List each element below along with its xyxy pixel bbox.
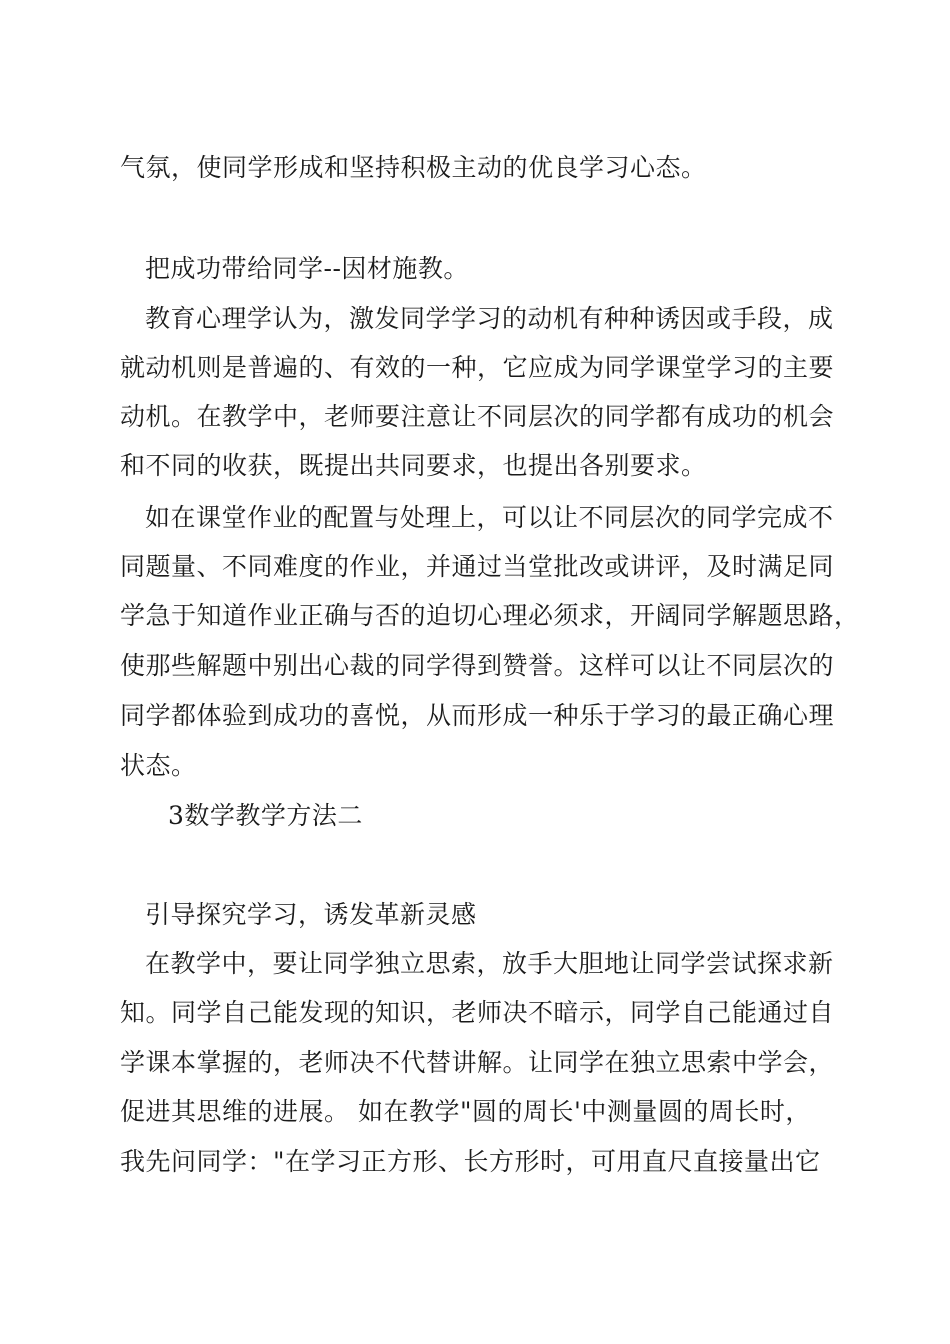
paragraph-line: 如在课堂作业的配置与处理上，可以让不同层次的同学完成不 <box>145 503 834 532</box>
section-heading: 把成功带给同学--因材施教。 <box>145 254 469 283</box>
paragraph-line: 在教学中，要让同学独立思索，放手大胆地让同学尝试探求新 <box>145 949 834 978</box>
paragraph-line: 知。同学自己能发现的知识，老师决不暗示，同学自己能通过自 <box>120 998 835 1027</box>
paragraph-line: 学课本掌握的，老师决不代替讲解。让同学在独立思索中学会， <box>120 1048 835 1077</box>
paragraph-line: 状态。 <box>120 751 197 780</box>
paragraph-line: 同题量、不同难度的作业，并通过当堂批改或讲评，及时满足同 <box>120 552 835 581</box>
paragraph-line: 就动机则是普遍的、有效的一种，它应成为同学课堂学习的主要 <box>120 353 835 382</box>
paragraph-line: 气氛，使同学形成和坚持积极主动的优良学习心态。 <box>120 153 707 182</box>
paragraph-line: 学急于知道作业正确与否的迫切心理必须求，开阔同学解题思路， <box>120 601 860 630</box>
paragraph-line: 教育心理学认为，激发同学学习的动机有种种诱因或手段，成 <box>145 304 834 333</box>
paragraph-line: 和不同的收获，既提出共同要求，也提出各别要求。 <box>120 451 707 480</box>
section-heading: 3数学教学方法二 <box>168 801 363 830</box>
section-heading: 引导探究学习，诱发革新灵感 <box>145 900 477 929</box>
paragraph-line: 我先问同学："在学习正方形、长方形时，可用直尺直接量出它 <box>120 1147 821 1176</box>
paragraph-line: 动机。在教学中，老师要注意让不同层次的同学都有成功的机会 <box>120 402 835 431</box>
paragraph-line: 使那些解题中别出心裁的同学得到赞誉。这样可以让不同层次的 <box>120 651 835 680</box>
paragraph-line: 同学都体验到成功的喜悦，从而形成一种乐于学习的最正确心理 <box>120 701 835 730</box>
paragraph-line: 促进其思维的进展。 如在教学"圆的周长'中测量圆的周长时， <box>120 1097 811 1126</box>
